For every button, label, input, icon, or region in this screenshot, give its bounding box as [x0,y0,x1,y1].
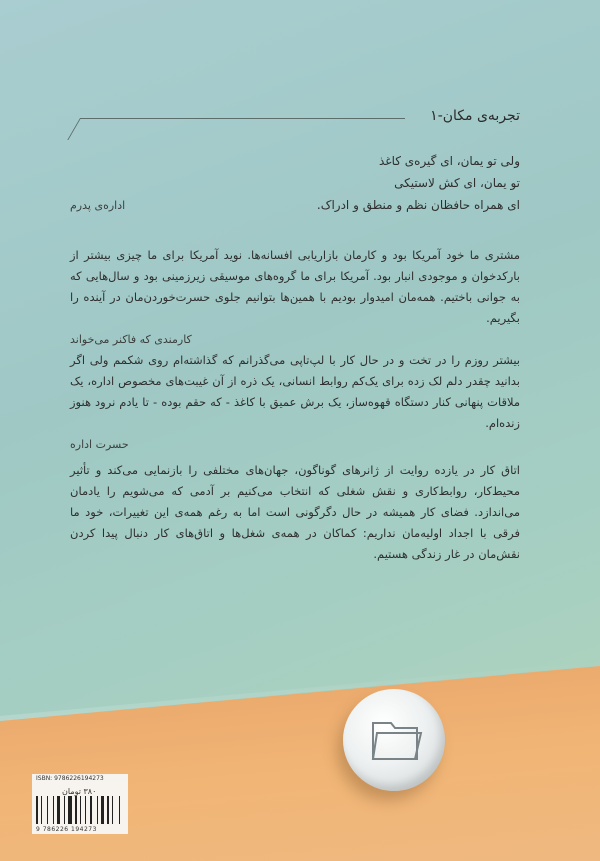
barcode-stripe [85,796,86,824]
barcode-stripe [99,796,100,824]
barcode-stripe [53,796,54,824]
barcode-stripe [105,796,106,824]
barcode-stripe [80,796,81,824]
barcode-stripe [75,796,77,824]
isbn-text: ISBN: 9786226194273 [36,775,104,782]
barcode-stripe [39,796,40,824]
barcode-stripe [49,796,52,824]
quote-block-2 [70,245,520,350]
barcode-stripe [90,796,92,824]
barcode-stripe [57,796,59,824]
barcode-stripe [73,796,74,824]
barcode-stripe [43,796,45,824]
barcode-stripe [82,796,84,824]
barcode-stripe [112,796,113,824]
quote-3-attribution: حسرت اداره [70,438,129,451]
barcode-stripe [101,796,103,824]
barcode-stripe [114,796,117,824]
blurb-block [70,460,520,565]
barcode-stripe [119,796,120,824]
barcode-bars [36,796,124,824]
quote-2-attribution: کارمندی که فاکنر می‌خواند [70,333,192,346]
quote-2-text: مشتری ما خود آمریکا بود و کارمان بازاریابی افسانه‌ها. نوید آمریکا برای ما چیزی بیشتر از بارکدخوان و موجودی انبار بود. آمریکا برای ما گروه‌های موسیقی زیرزمینی بود و سال‌هایی که به جوانی باختیم. همه‌مان امیدوار بودیم با همین‌ها بتوانیم جلوی حسرت‌خوردن‌مان در آینده را بگیریم. [70,248,520,325]
quote-1-line-2: تو یمان، ای کش لاستیکی [394,176,520,190]
quote-block-3 [70,350,520,455]
barcode-stripe [107,796,109,824]
blurb-text: اتاق کار در یازده روایت از ژانرهای گوناگون، جهان‌های مختلفی را بازنمایی می‌کند و تأثیر محیط‌کار، روابط‌کاری و نقش شغلی که انتخاب می‌کنیم بر آدمی که می‌شویم را یادمان می‌اندازد. فضای کار همیشه در حال دگرگونی است اما به رغم همه‌ی این تغییرات، خود ما فرقی با اجداد اولیه‌مان نداریم: کماکان در همه‌ی شغل‌ها و اتاق‌های کار دنبال پیدا کردن نقش‌مان در غار زندگی هستیم. [70,463,520,561]
series-title: تجربه‌ی مکان-۱ [430,108,520,124]
quote-1-line-1: ولی تو یمان، ای گیره‌ی کاغذ [379,154,520,168]
quote-block-1 [70,150,520,217]
price-text: ۳۸۰ تومان [62,787,97,796]
barcode-stripe [61,796,63,824]
quote-3-text: بیشتر روزم را در تخت و در حال کار با لپ‌تاپی می‌گذرانم که گذاشته‌ام روی شکمم ولی اگر بدانید چقدر دلم لک زده برای یک‌کم روابط انسانی، یک ذره از آن غیبت‌های مخصوص اداره، یک ملاقات پنهانی کنار دستگاه قهوه‌ساز، یک برش عمیق با کاغذ - که حقم بوده - تا یادم نرود هنوز زنده‌ام. [70,353,520,430]
folder-icon [343,689,445,791]
barcode-stripe [110,796,111,824]
barcode-stripe [121,796,123,824]
quote-1-attribution: اداره‌ی پدرم [70,199,126,212]
barcode-stripe [97,796,98,824]
quote-1-line-3: ای همراه حافظان نظم و منطق و ادراک. [316,198,520,212]
barcode-stripe [93,796,96,824]
barcode-stripe [78,796,79,824]
barcode-stripe [66,796,67,824]
barcode-stripe [47,796,48,824]
barcode-stripe [55,796,56,824]
badge-disc [343,689,445,791]
barcode-stripe [36,796,38,824]
barcode-stripe [87,796,88,824]
barcode-stripe [64,796,65,824]
barcode-stripe [41,796,42,824]
barcode-stripe [68,796,71,824]
quote-1-last-row [70,194,520,217]
barcode-number: 9 786226 194273 [36,826,97,833]
title-rule [80,118,405,119]
title-corner-line [67,118,101,140]
